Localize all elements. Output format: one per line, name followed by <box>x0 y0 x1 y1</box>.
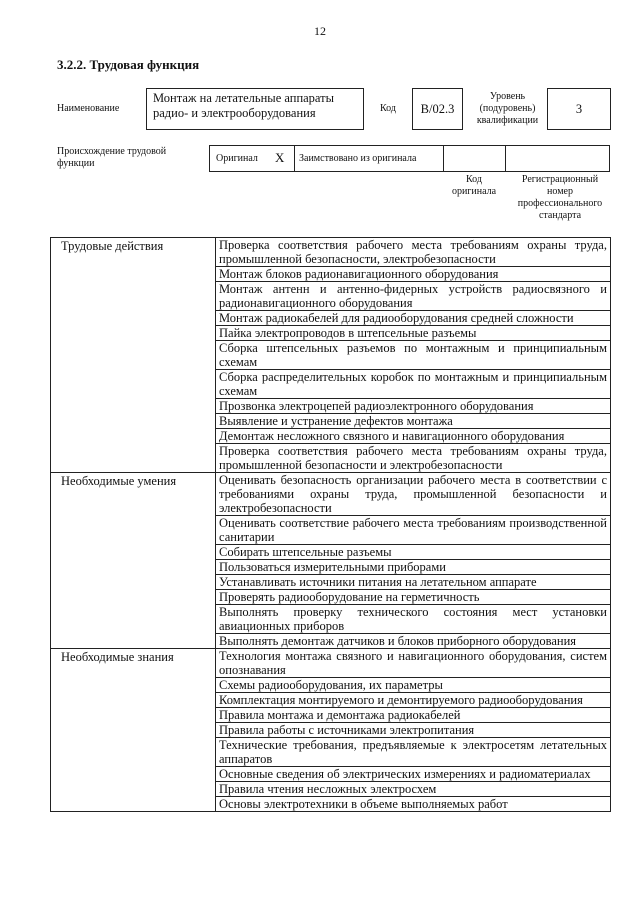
table-row <box>51 238 611 267</box>
labor-actions-item: Монтаж антенн и антенно-фидерных устройств радиосвязного и радионавигационного оборудования <box>216 282 611 311</box>
code-original-caption <box>440 174 508 198</box>
table-row <box>51 649 611 678</box>
origin-label <box>57 146 166 170</box>
required-skills-header: Необходимые умения <box>51 473 216 649</box>
labor-actions-header: Трудовые действия <box>51 238 216 473</box>
required-skills-item: Оценивать безопасность организации рабочего места в соответствии с требованиями охраны труда, промышленной безопасности и электробезопасности <box>216 473 611 516</box>
labor-actions-item: Сборка штепсельных разъемов по монтажным и принципиальным схемам <box>216 341 611 370</box>
section-title: 3.2.2. Трудовая функция <box>57 57 200 72</box>
required-knowledge-item: Основы электротехники в объеме выполняемых работ <box>216 797 611 812</box>
required-knowledge-item: Технология монтажа связного и навигационного оборудования, систем опознавания <box>216 649 611 678</box>
labor-actions-item: Проверка соответствия рабочего места требованиям охраны труда, промышленной безопасности и электробезопасности <box>216 444 611 473</box>
labor-actions-item: Пайка электропроводов в штепсельные разъемы <box>216 326 611 341</box>
function-name-box <box>146 88 364 130</box>
labor-actions-item: Проверка соответствия рабочего места требованиям охраны труда, промышленной безопасности, электробезопасности <box>216 238 611 267</box>
required-knowledge-item: Правила чтения несложных электросхем <box>216 782 611 797</box>
origin-divider-1 <box>294 145 295 172</box>
original-check-mark: X <box>275 150 285 165</box>
reg-number-line4: стандарта <box>538 210 582 221</box>
labor-actions-item: Прозвонка электроцепей радиоэлектронного оборудования <box>216 399 611 414</box>
original-label: Оригинал <box>216 153 258 164</box>
required-skills-item: Проверять радиооборудование на герметичность <box>216 590 611 605</box>
required-skills-item: Оценивать соответствие рабочего места требованиям производственной санитарии <box>216 516 611 545</box>
function-name-line2: радио- и электрооборудования <box>153 106 316 120</box>
origin-divider-3 <box>505 145 506 172</box>
required-knowledge-item: Технические требования, предъявляемые к электросетям летательных аппаратов <box>216 738 611 767</box>
required-knowledge-header: Необходимые знания <box>51 649 216 812</box>
level-label-line1: Уровень <box>489 91 526 102</box>
required-skills-item: Выполнять проверку технического состояния мест установки авиационных приборов <box>216 605 611 634</box>
required-knowledge-item: Комплектация монтируемого и демонтируемого радиооборудования <box>216 693 611 708</box>
required-knowledge-item: Правила монтажа и демонтажа радиокабелей <box>216 708 611 723</box>
required-knowledge-item: Схемы радиооборудования, их параметры <box>216 678 611 693</box>
origin-label-line2: функции <box>57 158 95 169</box>
reg-number-line2: номер <box>547 186 573 197</box>
registration-number-caption <box>508 174 612 222</box>
origin-divider-2 <box>443 145 444 172</box>
labor-actions-item: Монтаж радиокабелей для радиооборудования средней сложности <box>216 311 611 326</box>
name-label: Наименование <box>57 103 120 114</box>
required-knowledge-item: Правила работы с источниками электропитания <box>216 723 611 738</box>
code-label: Код <box>380 103 396 114</box>
labor-actions-item: Сборка распределительных коробок по монтажным и принципиальным схемам <box>216 370 611 399</box>
code-value: В/02.3 <box>412 88 463 130</box>
labor-function-table <box>50 237 611 812</box>
qualification-level-label <box>470 91 545 127</box>
function-name-line1: Монтаж на летательные аппараты <box>153 91 335 105</box>
labor-actions-item: Монтаж блоков радионавигационного оборудования <box>216 267 611 282</box>
required-skills-item: Выполнять демонтаж датчиков и блоков приборного оборудования <box>216 634 611 649</box>
qualification-level-value: 3 <box>547 88 611 130</box>
borrowed-label: Заимствовано из оригинала <box>299 153 417 164</box>
code-original-line1: Код <box>466 174 482 185</box>
level-label-line3: квалификации <box>476 115 539 126</box>
required-skills-item: Устанавливать источники питания на летательном аппарате <box>216 575 611 590</box>
labor-actions-item: Демонтаж несложного связного и навигационного оборудования <box>216 429 611 444</box>
code-original-line2: оригинала <box>451 186 497 197</box>
level-label-line2: (подуровень) <box>479 103 536 114</box>
reg-number-line1: Регистрационный <box>521 174 599 185</box>
required-skills-item: Собирать штепсельные разъемы <box>216 545 611 560</box>
required-knowledge-item: Основные сведения об электрических измерениях и радиоматериалах <box>216 767 611 782</box>
reg-number-line3: профессионального <box>517 198 603 209</box>
required-skills-item: Пользоваться измерительными приборами <box>216 560 611 575</box>
origin-label-line1: Происхождение трудовой <box>57 146 167 157</box>
labor-actions-item: Выявление и устранение дефектов монтажа <box>216 414 611 429</box>
page-number: 12 <box>314 24 326 38</box>
table-row <box>51 473 611 516</box>
